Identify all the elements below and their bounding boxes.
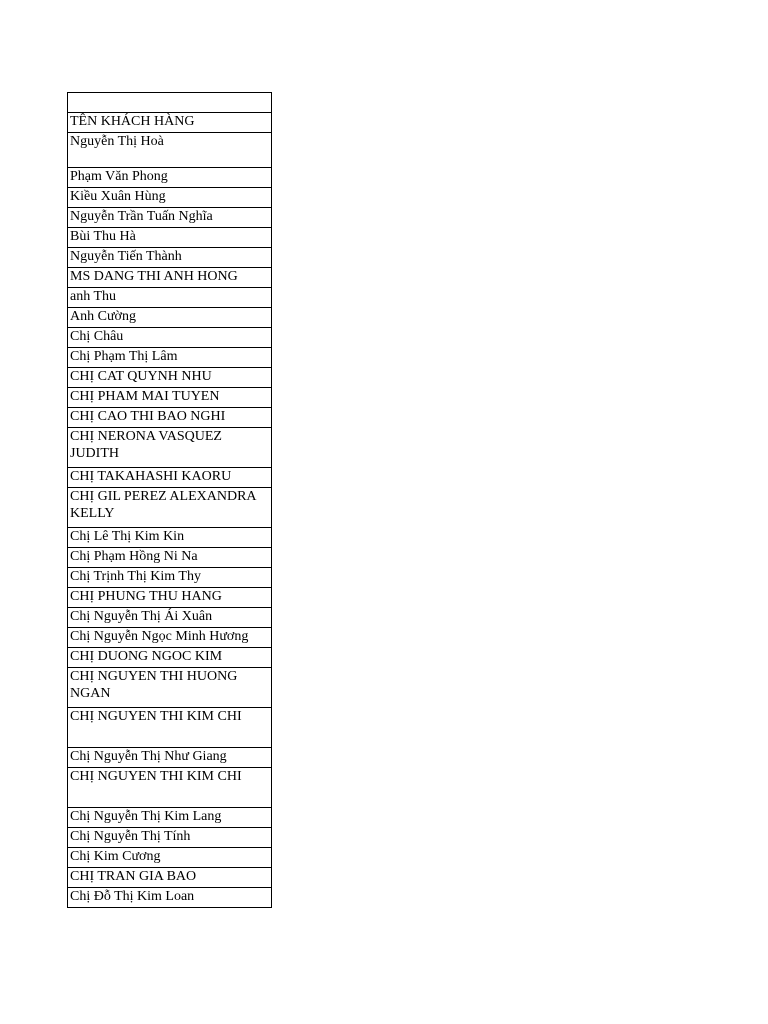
table-cell: MS DANG THI ANH HONG (68, 268, 272, 288)
table-row (68, 808, 272, 828)
table-cell: Nguyễn Thị Hoà (68, 133, 272, 168)
table-cell: CHỊ CAT QUYNH NHU (68, 368, 272, 388)
table-cell: Nguyễn Tiến Thành (68, 248, 272, 268)
table-row (68, 848, 272, 868)
table-row (68, 588, 272, 608)
table-row (68, 388, 272, 408)
table-row (68, 568, 272, 588)
table-row (68, 228, 272, 248)
table-row (68, 488, 272, 528)
table-header-row (68, 113, 272, 133)
table-cell: CHỊ NERONA VASQUEZ JUDITH (68, 428, 272, 468)
table-row (68, 168, 272, 188)
customer-table (67, 92, 272, 908)
table-cell: Phạm Văn Phong (68, 168, 272, 188)
table-row-blank (68, 93, 272, 113)
table-cell: CHỊ GIL PEREZ ALEXANDRA KELLY (68, 488, 272, 528)
table-cell: Chị Kim Cương (68, 848, 272, 868)
table-cell: Chị Nguyễn Thị Tính (68, 828, 272, 848)
table-row (68, 608, 272, 628)
customer-sheet (67, 92, 272, 908)
table-cell: CHỊ PHAM MAI TUYEN (68, 388, 272, 408)
table-row (68, 208, 272, 228)
table-cell: Nguyễn Trần Tuấn Nghĩa (68, 208, 272, 228)
table-row (68, 648, 272, 668)
table-row (68, 528, 272, 548)
table-cell: CHỊ NGUYEN THI HUONG NGAN (68, 668, 272, 708)
table-row (68, 668, 272, 708)
table-cell: Anh Cường (68, 308, 272, 328)
table-row (68, 348, 272, 368)
table-row (68, 768, 272, 808)
table-cell: Chị Châu (68, 328, 272, 348)
table-row (68, 328, 272, 348)
table-cell: Chị Đỗ Thị Kim Loan (68, 888, 272, 908)
table-cell: Chị Nguyễn Thị Ái Xuân (68, 608, 272, 628)
table-row (68, 748, 272, 768)
table-cell-blank (68, 93, 272, 113)
table-row (68, 868, 272, 888)
table-row (68, 428, 272, 468)
table-row (68, 888, 272, 908)
table-row (68, 708, 272, 748)
table-cell: Chị Nguyễn Ngọc Minh Hương (68, 628, 272, 648)
table-cell: CHỊ TRAN GIA BAO (68, 868, 272, 888)
table-cell: Chị Phạm Thị Lâm (68, 348, 272, 368)
table-cell: CHỊ NGUYEN THI KIM CHI (68, 708, 272, 748)
table-row (68, 628, 272, 648)
table-cell: Bùi Thu Hà (68, 228, 272, 248)
table-cell: Chị Nguyễn Thị Kim Lang (68, 808, 272, 828)
table-row (68, 133, 272, 168)
table-cell: Chị Trịnh Thị Kim Thy (68, 568, 272, 588)
table-row (68, 828, 272, 848)
table-row (68, 268, 272, 288)
table-row (68, 408, 272, 428)
table-cell: CHỊ NGUYEN THI KIM CHI (68, 768, 272, 808)
table-row (68, 308, 272, 328)
table-cell: CHỊ TAKAHASHI KAORU (68, 468, 272, 488)
table-row (68, 548, 272, 568)
table-row (68, 248, 272, 268)
table-cell: CHỊ DUONG NGOC KIM (68, 648, 272, 668)
table-cell: Chị Phạm Hồng Ni Na (68, 548, 272, 568)
table-cell: Chị Nguyễn Thị Như Giang (68, 748, 272, 768)
table-row (68, 468, 272, 488)
column-header: TÊN KHÁCH HÀNG (68, 113, 272, 133)
table-row (68, 288, 272, 308)
table-cell: anh Thu (68, 288, 272, 308)
table-cell: CHỊ CAO THI BAO NGHI (68, 408, 272, 428)
table-cell: Kiều Xuân Hùng (68, 188, 272, 208)
table-row (68, 368, 272, 388)
table-cell: Chị Lê Thị Kim Kin (68, 528, 272, 548)
table-row (68, 188, 272, 208)
table-cell: CHỊ PHUNG THU HANG (68, 588, 272, 608)
